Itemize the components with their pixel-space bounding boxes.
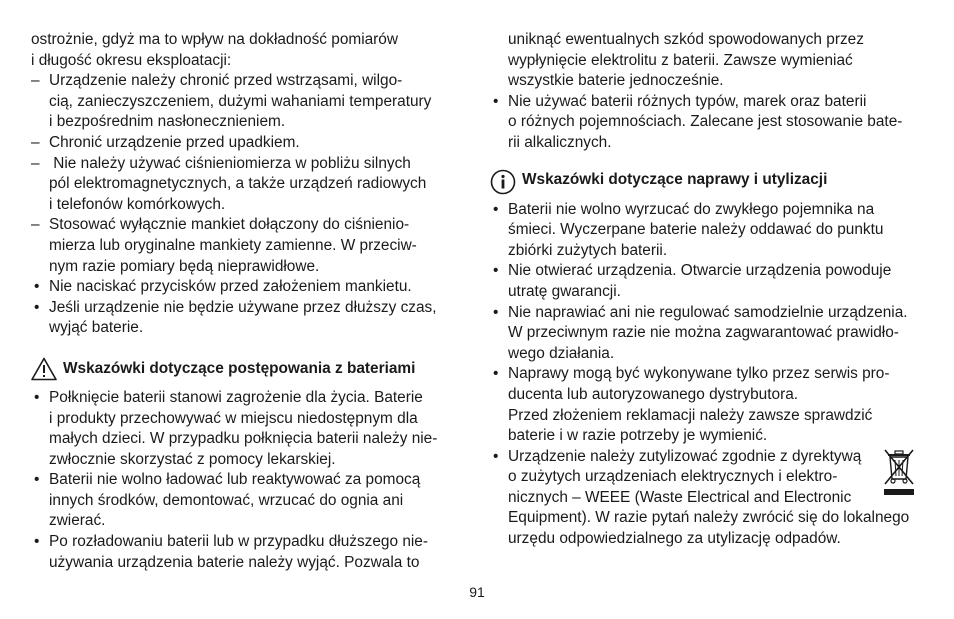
bullet-item-line bbox=[490, 303, 930, 324]
bullet-marker: • bbox=[493, 303, 499, 321]
bullet-item-line: zbiórki zużytych baterii. bbox=[508, 241, 668, 259]
bullet-item-text: Naprawy mogą być wykonywane tylko przez serwis pro- bbox=[508, 365, 890, 383]
bullet-marker: • bbox=[34, 298, 40, 316]
bullet-item-line: Equipment). W razie pytań należy zwrócić się do lokalnego bbox=[508, 509, 910, 527]
bullet-item-text: Połknięcie baterii stanowi zagrożenie dla życia. Baterie bbox=[49, 388, 423, 406]
bullet-marker: • bbox=[493, 447, 499, 465]
dash-item-text: Chronić urządzenie przed upadkiem. bbox=[49, 133, 300, 151]
bullet-item-line: zwierać. bbox=[49, 512, 106, 530]
bullet-item-text: Nie naprawiać ani nie regulować samodzielnie urządzenia. bbox=[508, 303, 908, 321]
bullet-item-line: zwłocznie skorzystać z pomocy lekarskiej. bbox=[49, 450, 336, 468]
bullet-item-line: baterie i w razie potrzeby je wymienić. bbox=[508, 427, 768, 445]
bullet-item-text: Urządzenie należy zutylizować zgodnie z dyrektywą bbox=[508, 447, 862, 465]
dash-item-line bbox=[31, 71, 471, 92]
bullet-item-text: Nie otwierać urządzenia. Otwarcie urządzenia powoduje bbox=[508, 262, 892, 280]
bullet-item-line: używania urządzenia baterie należy wyjąć. Pozwala to bbox=[49, 553, 420, 571]
dash-item-text: Stosować wyłącznie mankiet dołączony do ciśnienio- bbox=[49, 216, 410, 234]
bullet-item-line: o różnych pojemnościach. Zalecane jest stosowanie bate- bbox=[508, 113, 903, 131]
continuation-line: uniknąć ewentualnych szkód spowodowanych przez bbox=[508, 31, 864, 48]
dash-item-text: Urządzenie należy chronić przed wstrząsami, wilgo- bbox=[49, 72, 403, 90]
bullet-item-line bbox=[490, 364, 930, 385]
dash-item-line bbox=[31, 215, 471, 236]
continuation-line: wszystkie baterie jednocześnie. bbox=[508, 72, 724, 90]
left-column bbox=[31, 30, 471, 573]
bullet-item-line: innych środków, demontować, wrzucać do ognia ani bbox=[49, 491, 404, 509]
bullet-item-line: wego działania. bbox=[508, 344, 615, 362]
bullet-item-line: urzędu odpowiedzialnego za utylizację odpadów. bbox=[508, 530, 841, 548]
bullet-item-line bbox=[31, 470, 471, 491]
right-column bbox=[490, 30, 930, 550]
bullet-item-line: W przeciwnym razie nie można zagwarantować prawidło- bbox=[508, 324, 899, 342]
dash-item-line: cią, zanieczyszczeniem, dużymi wahaniami temperatury bbox=[49, 92, 432, 110]
bullet-marker: • bbox=[34, 471, 40, 489]
bullet-item-line bbox=[490, 447, 930, 468]
bullet-item-line: małych dzieci. W przypadku połknięcia baterii należy nie- bbox=[49, 430, 438, 448]
bullet-item-text: Nie używać baterii różnych typów, marek oraz baterii bbox=[508, 92, 867, 110]
bullet-item-text: Po rozładowaniu baterii lub w przypadku dłuższego nie- bbox=[49, 533, 428, 551]
bullet-item-text: Baterii nie wolno wyrzucać do zwykłego pojemnika na bbox=[508, 200, 875, 218]
bullet-item-text: Nie naciskać przycisków przed założeniem mankietu. bbox=[49, 278, 412, 296]
dash-marker: – bbox=[31, 154, 40, 172]
bullet-item-line bbox=[31, 277, 471, 298]
dash-marker: – bbox=[31, 133, 40, 151]
dash-item-line: i bezpośrednim nasłonecznieniem. bbox=[49, 113, 286, 131]
crossed-out-bin-icon bbox=[879, 447, 921, 499]
bullet-item-line: wyjąć baterie. bbox=[49, 319, 144, 337]
intro-line: ostrożnie, gdyż ma to wpływ na dokładność pomiarów bbox=[31, 31, 398, 48]
bullet-marker: • bbox=[493, 365, 499, 383]
continuation-line: wypłynięcie elektrolitu z baterii. Zawsze wymieniać bbox=[508, 51, 853, 69]
bullet-item-line bbox=[31, 532, 471, 553]
bullet-item-text: Baterii nie wolno ładować lub reaktywować za pomocą bbox=[49, 471, 421, 489]
bullet-item-line: nicznych – WEEE (Waste Electrical and Electronic bbox=[508, 488, 852, 506]
bullet-marker: • bbox=[493, 200, 499, 218]
dash-item-line bbox=[31, 133, 471, 154]
dash-item-line bbox=[31, 154, 471, 175]
page-number: 91 bbox=[469, 584, 485, 600]
dash-marker: – bbox=[31, 72, 40, 90]
bullet-item-line: utratę gwarancji. bbox=[508, 282, 621, 300]
bullet-item-line bbox=[31, 388, 471, 409]
bullet-marker: • bbox=[493, 92, 499, 110]
intro-line: i długość okresu eksploatacji: bbox=[31, 51, 232, 69]
bullet-item-line bbox=[490, 92, 930, 113]
dash-item-line: pól elektromagnetycznych, a także urządzeń radiowych bbox=[49, 175, 427, 193]
dash-item-line: nym razie pomiary będą nieprawidłowe. bbox=[49, 257, 320, 275]
dash-marker: – bbox=[31, 216, 40, 234]
bullet-item-line: ducenta lub autoryzowanego dystrybutora. bbox=[508, 385, 799, 403]
battery-section-heading bbox=[31, 356, 471, 382]
warning-triangle-icon bbox=[31, 357, 57, 381]
bullet-item-line: i produkty przechowywać w miejscu niedostępnym dla bbox=[49, 409, 418, 427]
bullet-item-line: Przed złożeniem reklamacji należy zawsze sprawdzić bbox=[508, 406, 873, 424]
bullet-item-line bbox=[31, 298, 471, 319]
bullet-marker: • bbox=[34, 388, 40, 406]
bullet-item-line: śmieci. Wyczerpane baterie należy oddawać do punktu bbox=[508, 221, 884, 239]
bullet-item-line bbox=[490, 200, 930, 221]
dash-item-text: Nie należy używać ciśnieniomierza w pobliżu silnych bbox=[49, 154, 411, 172]
dash-item-line: mierza lub oryginalne mankiety zamienne. W przeciw- bbox=[49, 236, 417, 254]
bullet-item-line: rii alkalicznych. bbox=[508, 133, 612, 151]
info-circle-icon bbox=[490, 169, 516, 193]
dash-item-line: i telefonów komórkowych. bbox=[49, 195, 226, 213]
bullet-item-text: Jeśli urządzenie nie będzie używane przez dłuższy czas, bbox=[49, 298, 437, 316]
bullet-item-line bbox=[490, 261, 930, 282]
battery-section-title: Wskazówki dotyczące postępowania z bateriami bbox=[63, 359, 416, 377]
bullet-marker: • bbox=[34, 533, 40, 551]
bullet-item-line: o zużytych urządzeniach elektrycznych i elektro- bbox=[508, 468, 838, 486]
bullet-marker: • bbox=[493, 262, 499, 280]
repair-section-heading bbox=[490, 168, 930, 194]
repair-section-title: Wskazówki dotyczące naprawy i utylizacji bbox=[522, 171, 828, 189]
bullet-marker: • bbox=[34, 278, 40, 296]
